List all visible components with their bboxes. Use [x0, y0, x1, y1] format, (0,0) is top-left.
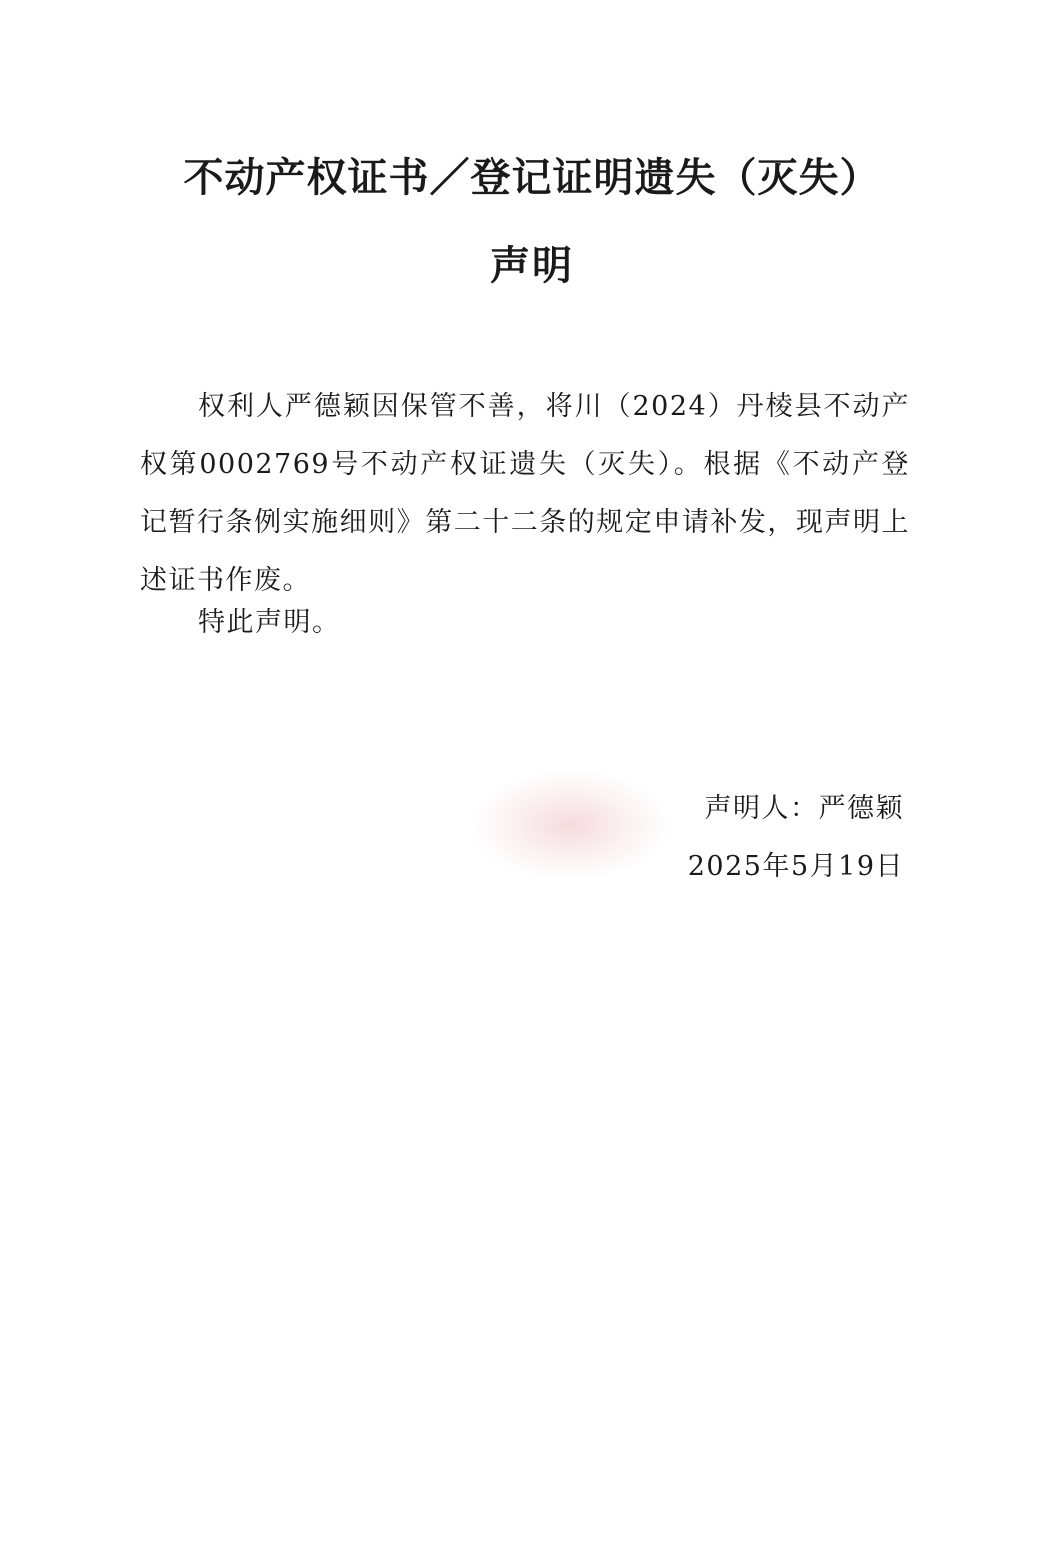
declaration-date: 2025年5月19日: [687, 851, 904, 882]
body-paragraph: 权利人严德颖因保管不善，将川（2024）丹棱县不动产权第0002769号不动产权证遗失（灭失）。根据《不动产登记暂行条例实施细则》第二十二条的规定申请补发，现声明上述证书作废。: [140, 391, 910, 596]
document-subtitle: 声明: [490, 242, 574, 289]
declarant-signature: 声明人：严德颖: [704, 793, 904, 824]
faded-stamp-mark: [470, 770, 670, 880]
document-title: 不动产权证书／登记证明遗失（灭失）: [183, 154, 881, 201]
closing-statement: 特此声明。: [198, 607, 341, 638]
